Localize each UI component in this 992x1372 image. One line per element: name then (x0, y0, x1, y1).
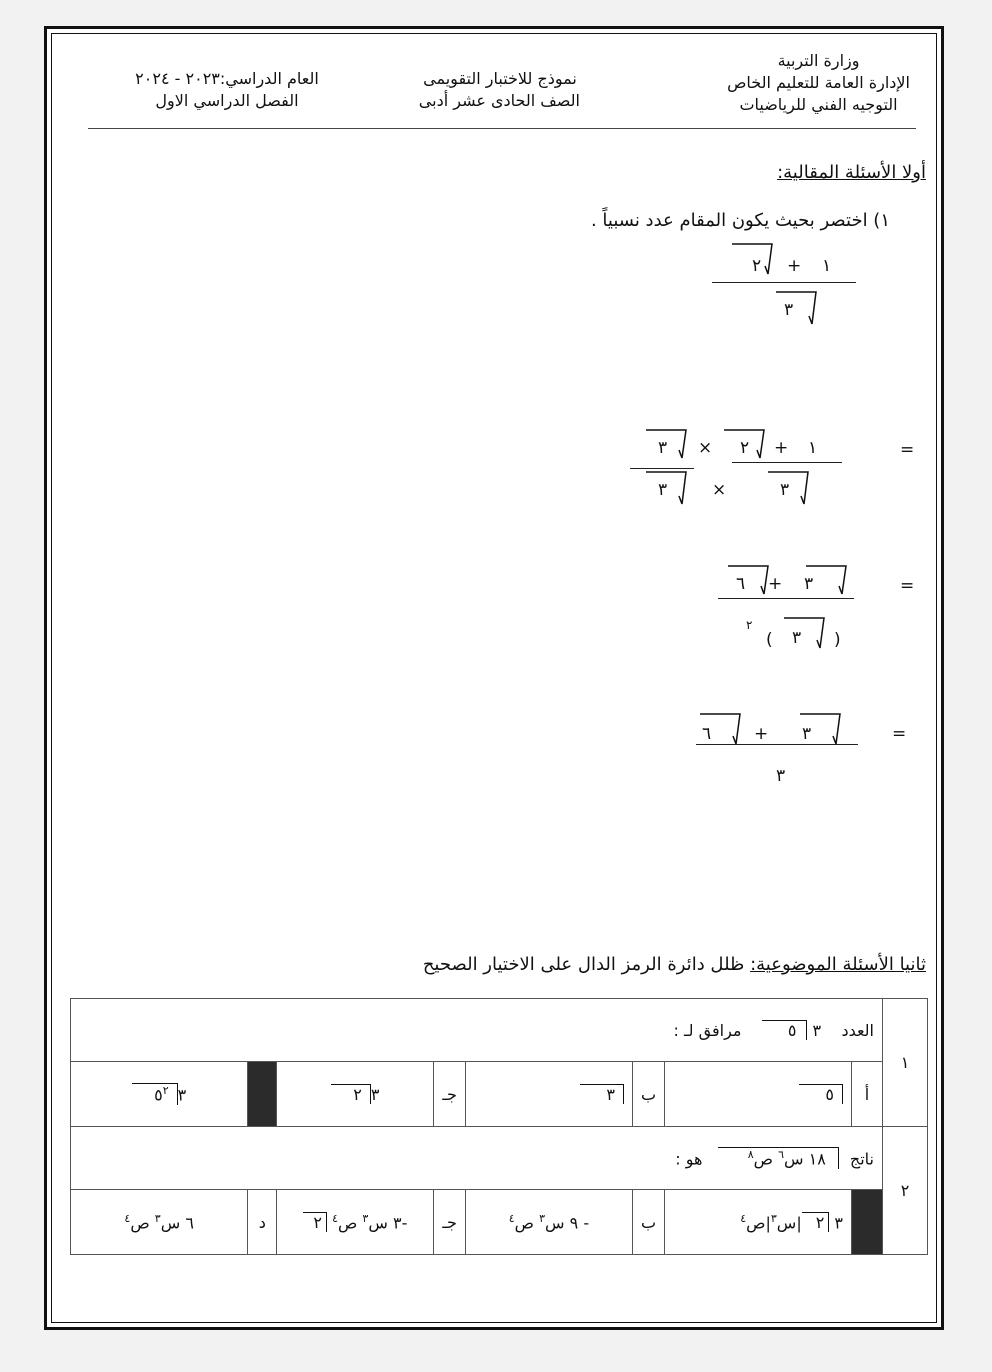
section2-title: ثانيا الأسئلة الموضوعية: (750, 954, 926, 975)
q2-opt-a-e1: ٣ (770, 1211, 777, 1225)
q2-opt-c-e1: ٣ (362, 1211, 369, 1225)
step0-radical-num (728, 242, 808, 282)
q1-radicand: ٥ (787, 1021, 797, 1040)
q1-number: ١ (883, 999, 928, 1127)
q2-stem (71, 1127, 883, 1190)
q2-exp1: ٦ (778, 1148, 784, 1162)
q2-opt-a-rad: ٢ (815, 1213, 825, 1233)
q2-opt-d-tail2: ص (130, 1213, 150, 1233)
header-semester: الفصل الدراسي الاول (155, 91, 299, 110)
header-guidance: التوجيه الفني للرياضيات (739, 95, 898, 114)
q2-opt-a-coef: ٣ (834, 1213, 843, 1233)
q1-opt-c[interactable] (277, 1062, 434, 1127)
step2-num-a: ٣ (804, 574, 814, 594)
q1-opt-a-radical (799, 1084, 843, 1104)
q2-opt-c-text: -٣ س (368, 1213, 408, 1233)
q2-text-a: ناتج (849, 1149, 874, 1169)
step3-num-b: ٦ (702, 724, 712, 744)
step2-fraction-bar (718, 598, 854, 599)
q1-opt-c-radicand: ٢ (353, 1085, 362, 1104)
step3-den: ٣ (776, 766, 786, 786)
section2-heading (423, 954, 926, 975)
q2-opt-b-e2: ٤ (508, 1211, 515, 1225)
step2-exponent: ٢ (746, 618, 753, 632)
q2-opt-b-text: - ٩ س (545, 1213, 590, 1233)
step3-fraction-bar (696, 744, 858, 745)
q1-opt-b[interactable] (465, 1062, 632, 1127)
sheet-inner-border (51, 33, 937, 1323)
q1-opt-b-radicand: ٣ (606, 1085, 615, 1104)
step3-num-a: ٣ (802, 724, 812, 744)
q2-opt-c-letter[interactable]: جـ (434, 1190, 466, 1255)
step3-plus: + (754, 724, 769, 744)
step1-bar-right (732, 462, 842, 463)
q2-opt-c-tail2: ص (337, 1213, 358, 1233)
q1-coef: ٣ (812, 1021, 822, 1040)
q2-opt-c-radical (303, 1212, 327, 1232)
step2-num-b: ٦ (736, 574, 746, 594)
header-grade: الصف الحادى عشر أدبى (418, 91, 580, 110)
step3-radical-num-b (696, 712, 756, 752)
step3-eq: = (892, 724, 907, 744)
step1-radical-num-c (642, 428, 702, 468)
q1-opt-b-radical (580, 1084, 624, 1104)
q1-opt-a[interactable] (665, 1062, 852, 1127)
step0-num-a: ١ (822, 256, 832, 276)
step1-times: × (698, 438, 713, 458)
q1-opt-d-exp: ٢ (162, 1084, 169, 1098)
step2-radical-den (780, 616, 840, 656)
step1-num-b: ٢ (740, 438, 750, 458)
step2-plus: + (768, 574, 783, 594)
q2-stem-row (71, 1127, 928, 1190)
header-exam-title: نموذج للاختبار التقويمى (423, 69, 577, 88)
q2-opt-d-letter[interactable]: د (248, 1190, 277, 1255)
q1-opt-d-shaded-marker[interactable] (248, 1062, 277, 1127)
q2-opt-b-e1: ٣ (539, 1211, 546, 1225)
q1-opt-d-radical (132, 1083, 178, 1104)
q2-options-row (71, 1190, 928, 1255)
question1-text: ١) اختصر بحيث يكون المقام عدد نسبياً . (590, 210, 890, 231)
step1-den-a: ٣ (780, 480, 790, 500)
section2-subtitle: ظلل دائرة الرمز الدال على الاختيار الصحيح (422, 954, 751, 975)
step2-lparen: ( (766, 630, 773, 650)
q2-opt-b[interactable] (465, 1190, 632, 1255)
header-divider (88, 128, 916, 129)
q1-text-a: العدد (841, 1021, 874, 1040)
step1-den-times: × (712, 480, 727, 500)
exam-sheet (44, 26, 944, 1330)
q2-opt-d-e1: ٣ (154, 1211, 161, 1225)
step1-eq: = (900, 440, 915, 460)
q1-stem-row (71, 999, 928, 1062)
q2-opt-c-rad: ٢ (313, 1213, 322, 1233)
step1-bar-left (630, 468, 694, 469)
q2-opt-a-tail: |س (776, 1213, 802, 1233)
q2-opt-a-shaded-marker[interactable] (852, 1190, 883, 1255)
step0-num-b: ٢ (752, 256, 762, 276)
q2-opt-d[interactable] (71, 1190, 248, 1255)
q2-opt-b-tail2: ص (514, 1213, 535, 1233)
q2-number: ٢ (883, 1127, 928, 1255)
header-department: الإدارة العامة للتعليم الخاص (727, 73, 910, 92)
q2-opt-a-e2: ٤ (740, 1211, 747, 1225)
q2-opt-a[interactable] (665, 1190, 852, 1255)
header-center-block (420, 68, 580, 112)
step2-den: ٣ (792, 628, 802, 648)
q2-opt-d-text: ٦ س (160, 1213, 194, 1233)
header-year: العام الدراسي:٢٠٢٣ - ٢٠٢٤ (135, 69, 319, 88)
q2-opt-a-tail2: |ص (746, 1213, 771, 1233)
step1-num-a: ١ (808, 438, 818, 458)
step2-rparen: ) (834, 630, 841, 650)
q2-opt-d-e2: ٤ (124, 1211, 131, 1225)
step3-radical-num-a (796, 712, 856, 752)
q1-opt-d[interactable] (71, 1062, 248, 1127)
step1-den-b: ٣ (658, 480, 668, 500)
q1-text-b: مرافق لـ : (673, 1021, 742, 1040)
q1-opt-c-letter[interactable]: جـ (434, 1062, 466, 1127)
step1-radical-den-b (642, 470, 702, 510)
step0-plus: + (787, 256, 802, 276)
q1-opt-a-letter[interactable]: أ (852, 1062, 883, 1127)
q2-exp2: ٨ (747, 1148, 754, 1162)
header-right-block (727, 50, 910, 116)
q1-opt-d-coef: ٣ (177, 1085, 187, 1105)
q2-opt-c-e2: ٤ (332, 1211, 338, 1225)
q1-opt-b-letter[interactable]: ب (632, 1062, 664, 1127)
q1-opt-a-radicand: ٥ (825, 1085, 834, 1104)
step1-plus: + (774, 438, 789, 458)
q1-radical (762, 1020, 808, 1040)
q2-radical (718, 1147, 839, 1168)
q2-opt-b-letter[interactable]: ب (632, 1190, 664, 1255)
q1-opt-c-coef: ٣ (370, 1085, 380, 1104)
q2-opt-c[interactable] (277, 1190, 434, 1255)
section1-title: أولا الأسئلة المقالية: (777, 162, 926, 183)
q1-opt-c-radical (331, 1084, 371, 1104)
q2-mid: ص (753, 1149, 773, 1169)
step1-num-c: ٣ (658, 438, 668, 458)
step1-radical-den-a (764, 470, 824, 510)
step0-fraction-bar (712, 282, 856, 283)
q2-text-b: هو : (675, 1149, 703, 1169)
mcq-table (70, 998, 928, 1255)
q2-radicand: ١٨ س (783, 1149, 826, 1169)
step0-den: ٣ (784, 300, 794, 320)
q1-options-row (71, 1062, 928, 1127)
q2-opt-a-radical (802, 1212, 830, 1232)
header-ministry: وزارة التربية (777, 51, 860, 70)
q1-opt-d-radicand: ٥ (154, 1085, 163, 1105)
step2-eq: = (900, 576, 915, 596)
step0-radical-den (772, 290, 832, 330)
header-left-block (112, 68, 342, 112)
q1-stem (71, 999, 883, 1062)
